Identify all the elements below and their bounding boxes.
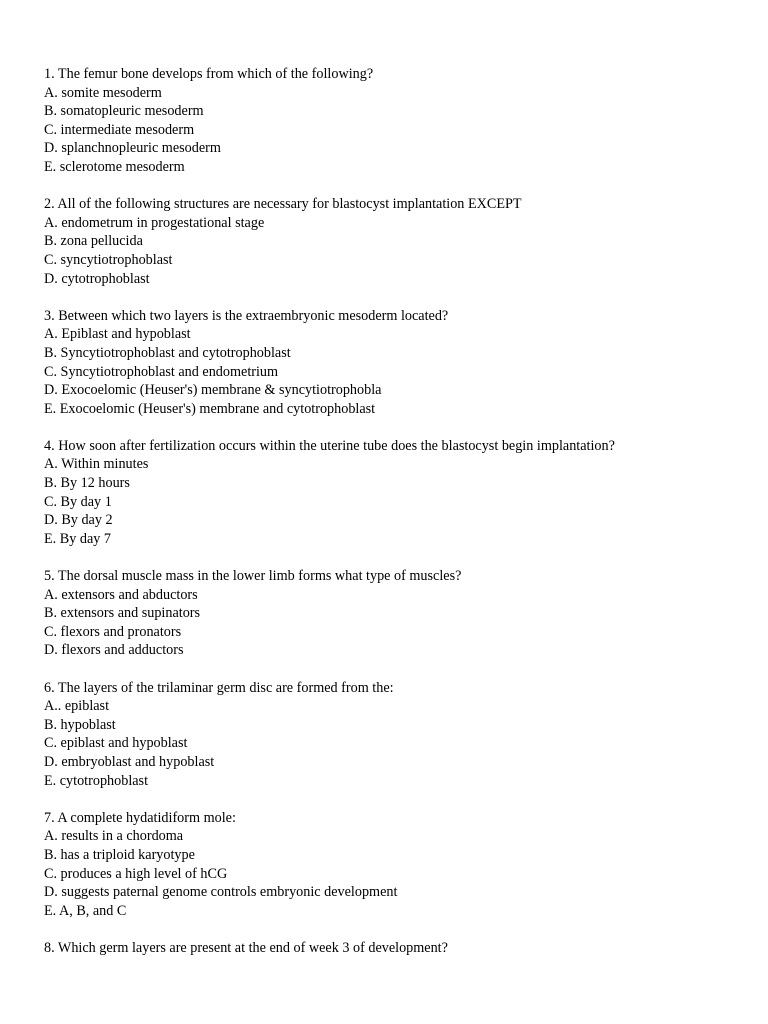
answer-option: B. extensors and supinators: [44, 605, 201, 622]
answer-option: A.. epiblast: [44, 698, 110, 715]
answer-option: C. flexors and pronators: [44, 623, 182, 640]
question-stem: 4. How soon after fertilization occurs within the uterine tube does the blastocyst begin implantation?: [44, 437, 615, 454]
answer-option: D. embryoblast and hypoblast: [44, 753, 215, 770]
answer-option: C. Syncytiotrophoblast and endometrium: [44, 363, 279, 380]
answer-option: C. produces a high level of hCG: [44, 865, 228, 882]
question-stem: 5. The dorsal muscle mass in the lower limb forms what type of muscles?: [44, 568, 462, 585]
answer-option: C. syncytiotrophoblast: [44, 251, 173, 268]
question-6: [44, 679, 744, 791]
question-stem: 3. Between which two layers is the extraembryonic mesoderm located?: [44, 307, 449, 324]
answer-option: A. extensors and abductors: [44, 586, 198, 603]
question-7: [44, 809, 744, 921]
answer-option: B. By 12 hours: [44, 475, 130, 492]
question-stem: 7. A complete hydatidiform mole:: [44, 809, 236, 826]
question-3: [44, 307, 744, 419]
answer-option: C. By day 1: [44, 493, 112, 510]
question-stem: 6. The layers of the trilaminar germ disc are formed from the:: [44, 679, 394, 696]
answer-option: E. sclerotome mesoderm: [44, 158, 185, 175]
question-stem: 2. All of the following structures are necessary for blastocyst implantation EXCEPT: [44, 196, 522, 213]
answer-option: A. endometrum in progestational stage: [44, 214, 265, 231]
question-stem: 8. Which germ layers are present at the end of week 3 of development?: [44, 939, 448, 956]
answer-option: A. Epiblast and hypoblast: [44, 326, 191, 343]
answer-option: A. somite mesoderm: [44, 84, 162, 101]
question-2: [44, 195, 744, 288]
question-stem: 1. The femur bone develops from which of the following?: [44, 66, 374, 82]
answer-option: E. Exocoelomic (Heuser's) membrane and cytotrophoblast: [44, 400, 376, 417]
answer-option: D. splanchnopleuric mesoderm: [44, 140, 221, 157]
answer-option: C. epiblast and hypoblast: [44, 735, 188, 752]
answer-option: B. somatopleuric mesoderm: [44, 103, 204, 120]
question-4: [44, 437, 744, 549]
answer-option: C. intermediate mesoderm: [44, 121, 195, 138]
document-page: [44, 65, 744, 976]
question-1: [44, 65, 744, 177]
answer-option: D. suggests paternal genome controls embryonic development: [44, 884, 398, 901]
answer-option: B. zona pellucida: [44, 233, 143, 250]
answer-option: A. results in a chordoma: [44, 828, 184, 845]
answer-option: E. A, B, and C: [44, 902, 127, 919]
question-8: [44, 939, 744, 958]
answer-option: D. cytotrophoblast: [44, 270, 150, 287]
answer-option: B. hypoblast: [44, 716, 116, 733]
answer-option: B. has a triploid karyotype: [44, 846, 195, 863]
answer-option: E. cytotrophoblast: [44, 772, 149, 789]
answer-option: D. Exocoelomic (Heuser's) membrane & syncytiotrophobla: [44, 382, 382, 399]
answer-option: B. Syncytiotrophoblast and cytotrophoblast: [44, 344, 291, 361]
answer-option: D. flexors and adductors: [44, 642, 184, 659]
answer-option: A. Within minutes: [44, 456, 149, 473]
answer-option: D. By day 2: [44, 512, 113, 529]
answer-option: E. By day 7: [44, 530, 111, 547]
question-5: [44, 567, 744, 660]
